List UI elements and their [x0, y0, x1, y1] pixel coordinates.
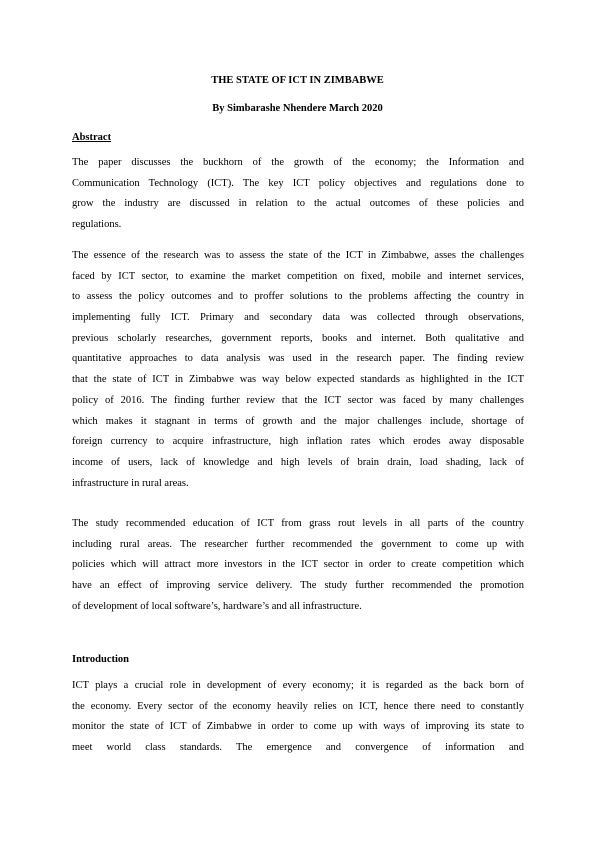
text-line: The essence of the research was to assess the state of the ICT in Zimbabwe, asses the challenges: [72, 250, 524, 261]
text-line: policies which will attract more investors in the ICT sector in order to create competition which: [72, 559, 524, 571]
text-line: meet world class standards. The emergence and convergence of information and: [72, 742, 524, 754]
text-line: the economy. Every sector of the economy heavily relies on ICT, hence there need to constantly: [72, 700, 524, 712]
author-line: By Simbarashe Nhendere March 2020: [212, 103, 383, 114]
text-line: monitor the state of ICT of Zimbabwe in order to come up with ways of improving its state to: [72, 721, 524, 733]
text-line: policy of 2016. The finding further review that the ICT sector was faced by many challenges: [72, 394, 524, 406]
abstract-paragraph-2: [72, 246, 524, 494]
text-line: quantitative approaches to data analysis was used in the research paper. The finding review: [72, 353, 524, 365]
text-line: previous scholarly researches, government reports, books and internet. Both qualitative and: [72, 332, 524, 344]
text-line: which makes it stagnant in terms of growth and the major challenges include, shortage of: [72, 415, 524, 427]
introduction-paragraph: [72, 676, 524, 759]
abstract-paragraph-1: [72, 153, 524, 236]
abstract-paragraph-3: [72, 514, 524, 617]
text-line: grow the industry are discussed in relation to the actual outcomes of these policies and: [72, 198, 524, 210]
introduction-heading: Introduction: [72, 654, 129, 665]
paper-title: THE STATE OF ICT IN ZIMBABWE: [211, 75, 384, 86]
text-line: The paper discusses the buckhorn of the growth of the economy; the Information and: [72, 157, 524, 168]
text-line: income of users, lack of knowledge and high levels of brain drain, load shading, lack of: [72, 456, 524, 468]
abstract-heading: Abstract: [72, 132, 112, 143]
text-line: including rural areas. The researcher further recommended the government to come up with: [72, 538, 524, 550]
text-line: infrastructure in rural areas.: [72, 477, 189, 489]
text-line: foreign currency to acquire infrastructure, high inflation rates which erodes away disposable: [72, 436, 524, 448]
text-line: Communication Technology (ICT). The key ICT policy objectives and regulations done to: [72, 177, 524, 189]
text-line: implementing fully ICT. Primary and secondary data was collected through observations,: [72, 312, 524, 324]
text-line: have an effect of improving service delivery. The study further recommended the promotion: [72, 580, 524, 592]
text-line: The study recommended education of ICT from grass rout levels in all parts of the country: [72, 518, 524, 529]
text-line: faced by ICT sector, to examine the market competition on fixed, mobile and internet services,: [72, 270, 524, 282]
text-line: ICT plays a crucial role in development of every economy; it is regarded as the back born of: [72, 680, 524, 691]
text-line: regulations.: [72, 219, 122, 231]
text-line: to assess the policy outcomes and to proffer solutions to the problems affecting the country in: [72, 291, 524, 303]
text-line: of development of local software’s, hardware’s and all infrastructure.: [72, 600, 362, 612]
text-line: that the state of ICT in Zimbabwe was way below expected standards as highlighted in the ICT: [72, 374, 524, 386]
